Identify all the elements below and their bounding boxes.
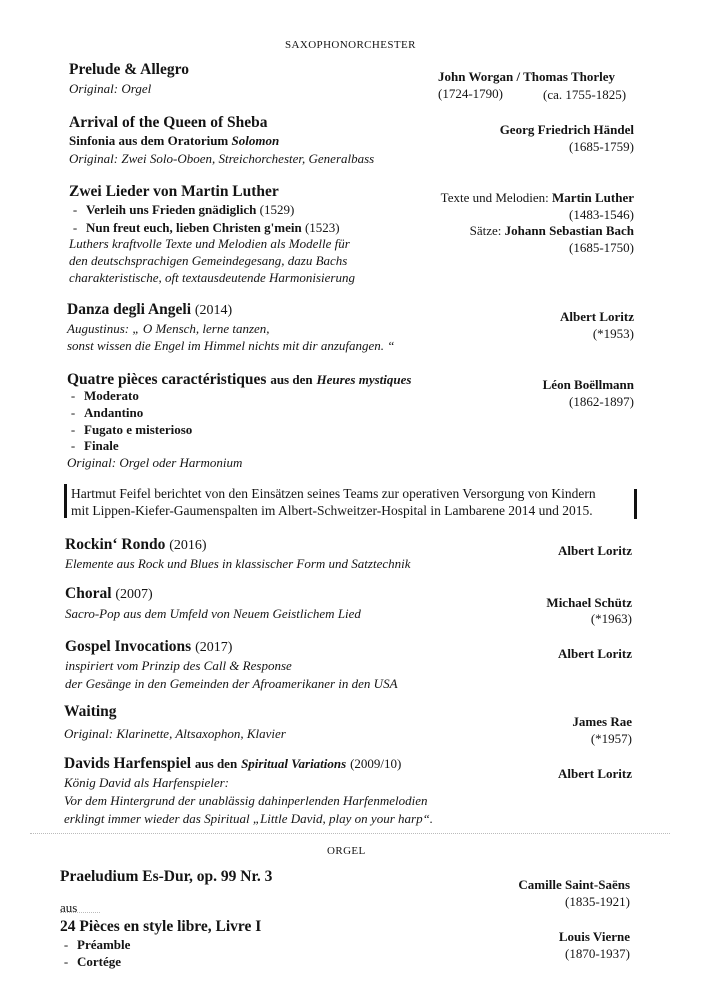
- composer-name: Georg Friedrich Händel: [499, 122, 634, 137]
- list-item: - Andantino: [70, 405, 144, 420]
- piece-note: Augustinus: „ O Mensch, lerne tanzen,: [67, 321, 270, 336]
- announcement-line: mit Lippen-Kiefer-Gaumenspalten im Albert-Schweitzer-Hospital in Lambarene 2014 und 2015.: [71, 503, 593, 518]
- composer-dates: (*1963): [590, 611, 632, 626]
- title-text: Choral: [65, 585, 112, 602]
- list-item: - Finale: [70, 438, 119, 453]
- piece-title: Waiting: [64, 703, 117, 720]
- piece-note: sonst wissen die Engel im Himmel nichts mit dir anzufangen. “: [67, 338, 395, 353]
- movement-title: Fugato e misterioso: [84, 422, 193, 437]
- song-year: (1529): [259, 202, 295, 217]
- title-year: (2014): [194, 303, 233, 318]
- piece-note: inspiriert vom Prinzip des Call & Response: [65, 658, 292, 673]
- title-year: (2017): [195, 640, 233, 655]
- piece-note: Elemente aus Rock und Blues in klassischer Form und Satztechnik: [65, 556, 411, 571]
- section-heading: ORGEL: [327, 845, 366, 857]
- piece-title: 24 Pièces en style libre, Livre I: [60, 918, 262, 935]
- title-work: Heures mystiques: [316, 372, 412, 387]
- movement-title: Préamble: [77, 937, 131, 952]
- piece-note: Vor dem Hintergrund der unablässig dahinperlenden Harfenmelodien: [64, 793, 428, 808]
- title-work: Spiritual Variations: [241, 756, 347, 771]
- credit-role: Sätze:: [469, 223, 505, 238]
- title-text: Davids Harfenspiel: [64, 755, 192, 772]
- composer-name: Albert Loritz: [559, 309, 634, 324]
- piece-note: der Gesänge in den Gemeinden der Afroamerikaner in den USA: [65, 676, 398, 691]
- list-item: - Fugato e misterioso: [70, 422, 193, 437]
- piece-title: [65, 638, 232, 656]
- credit-line: [441, 189, 634, 206]
- piece-title: Zwei Lieder von Martin Luther: [69, 183, 279, 200]
- list-item: - Cortége: [63, 954, 122, 969]
- title-text: Rockin‘ Rondo: [65, 536, 166, 553]
- list-item: - Nun freut euch, lieben Christen g'mein (1523): [72, 220, 340, 235]
- movement-title: Moderato: [84, 388, 139, 403]
- title-text: Gospel Invocations: [65, 638, 192, 655]
- composer-name: Camille Saint-Saëns: [518, 877, 630, 892]
- composer-name: James Rae: [572, 714, 632, 729]
- announcement-bar-left: [64, 484, 67, 518]
- list-item: - Verleih uns Frieden gnädiglich (1529): [72, 202, 295, 217]
- piece-note: erklingt immer wieder das Spiritual „Little David, play on your harp“.: [64, 811, 434, 826]
- composer-name: Michael Schütz: [546, 595, 632, 610]
- piece-title: Prelude & Allegro: [69, 61, 189, 78]
- piece-title: [65, 536, 207, 554]
- piece-note: König David als Harfenspieler:: [64, 775, 230, 790]
- connector-text: aus: [60, 900, 78, 915]
- piece-note: Original: Orgel oder Harmonium: [67, 455, 243, 470]
- composer-name: Léon Boëllmann: [542, 377, 634, 392]
- movement-title: Cortége: [77, 954, 122, 969]
- title-year: (2007): [115, 587, 153, 602]
- title-text: Danza degli Angeli: [67, 301, 192, 318]
- announcement-line: Hartmut Feifel berichtet von den Einsätzen seines Teams zur operativen Versorgung von Kindern: [71, 486, 596, 501]
- piece-note: Original: Orgel: [69, 81, 152, 96]
- composer-name: Albert Loritz: [557, 543, 632, 558]
- composer-name: Johann Sebastian Bach: [504, 223, 634, 238]
- piece-title: [64, 755, 401, 773]
- section-heading: SAXOPHONORCHESTER: [285, 39, 416, 51]
- credit-line: [470, 222, 634, 239]
- composer-dates: (1862-1897): [569, 394, 634, 409]
- piece-subtitle: [69, 133, 279, 149]
- title-connector: aus den: [194, 756, 238, 771]
- list-item: - Moderato: [70, 388, 139, 403]
- song-title: Verleih uns Frieden gnädiglich: [86, 202, 257, 217]
- composer-dates: (1835-1921): [565, 894, 630, 909]
- title-connector: aus den: [270, 372, 313, 387]
- piece-note: charakteristische, oft textausdeutende Harmonisierung: [69, 270, 355, 285]
- composer-name: Martin Luther: [552, 190, 634, 205]
- piece-title: Arrival of the Queen of Sheba: [69, 114, 268, 131]
- piece-note: Sacro-Pop aus dem Umfeld von Neuem Geistlichem Lied: [65, 606, 361, 621]
- title-text: Quatre pièces caractéristiques: [67, 371, 267, 388]
- credit-role: Texte und Melodien:: [440, 190, 553, 205]
- piece-title: Praeludium Es-Dur, op. 99 Nr. 3: [60, 868, 273, 885]
- composer-name: John Worgan / Thomas Thorley: [438, 69, 615, 84]
- composer-name: Albert Loritz: [557, 646, 632, 661]
- divider: [30, 833, 670, 834]
- title-year: (2009/10): [350, 756, 402, 771]
- composer-dates: (1685-1759): [569, 139, 634, 154]
- composer-dates: (1724-1790): [438, 86, 503, 101]
- list-item: - Préamble: [63, 937, 131, 952]
- movement-title: Finale: [84, 438, 119, 453]
- subtitle-work: Solomon: [231, 133, 280, 148]
- announcement-bar-right: [634, 489, 637, 519]
- piece-note: Original: Klarinette, Altsaxophon, Klavier: [64, 726, 286, 741]
- title-year: (2016): [169, 538, 207, 553]
- composer-dates: (ca. 1755-1825): [543, 87, 627, 102]
- subtitle-text: Sinfonia aus dem Oratorium: [69, 133, 229, 148]
- composer-name: Louis Vierne: [558, 929, 630, 944]
- piece-title: [67, 301, 232, 319]
- piece-title: [65, 585, 153, 603]
- movement-title: Andantino: [84, 405, 144, 420]
- song-title: Nun freut euch, lieben Christen g'mein: [86, 220, 302, 235]
- song-year: (1523): [304, 220, 340, 235]
- piece-note: Luthers kraftvolle Texte und Melodien als Modelle für: [69, 236, 350, 251]
- composer-dates: (1870-1937): [565, 946, 630, 961]
- composer-dates: (*1957): [590, 731, 632, 746]
- composer-dates: (1483-1546): [569, 207, 634, 222]
- composer-dates: (1685-1750): [569, 240, 634, 255]
- piece-note: den deutschsprachigen Gemeindegesang, dazu Bachs: [69, 253, 348, 268]
- composer-name: Albert Loritz: [557, 766, 632, 781]
- composer-dates: (*1953): [592, 326, 634, 341]
- piece-note: Original: Zwei Solo-Oboen, Streichorchester, Generalbass: [69, 151, 375, 166]
